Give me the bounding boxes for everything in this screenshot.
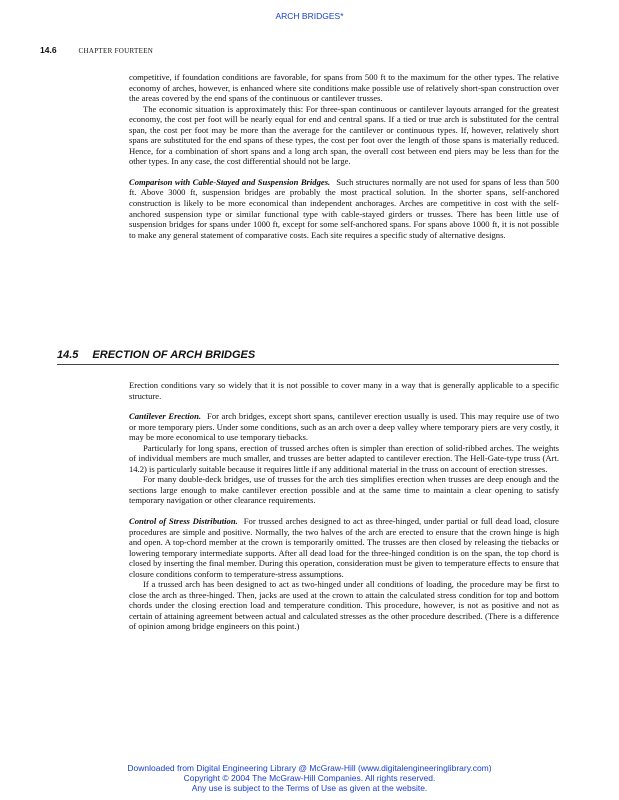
run-in-heading: Control of Stress Distribution. [129, 516, 238, 527]
paragraph [129, 516, 559, 579]
footer-copyright: Copyright © 2004 The McGraw-Hill Companies. All rights reserved. [183, 773, 436, 783]
paragraph: Particularly for long spans, erection of trussed arches often is simpler than erection of solid-ribbed arches. The weights of individual members are much smaller, and trusses are better adapted to cantilever erection. The Hell-Gate-type truss (Art. 14.2) is particularly suitable because it requires little if any additional material in the truss on account of erection stresses. [129, 442, 559, 474]
paragraph-text: Such structures normally are not used for spans of less than 500 ft. Above 3000 ft, suspension bridges are probably the most practical solution. In the shorter spans, self-anchored construction is likely to be more economical than independent anchorages. Arches are competitive in cost with the self-anchored suspension type or similar functional type with cable-stayed girders or trusses. There has been little use of suspension bridges for spans under 1000 ft, except for some self-anchored spans. For spans above 1000 ft, it is not possible to make any general statement of comparative costs. Each site requires a specific study of alternative designs. [129, 176, 559, 240]
run-in-heading: Comparison with Cable-Stayed and Suspension Bridges. [129, 176, 331, 187]
footer-terms-link[interactable]: Any use is subject to the Terms of Use as given at the website. [191, 783, 428, 793]
footer [0, 763, 619, 793]
run-in-heading: Cantilever Erection. [129, 411, 202, 422]
chapter-label: CHAPTER FOURTEEN [78, 47, 154, 55]
paragraph: Erection conditions vary so widely that it is not possible to cover many in a way that is generally applicable to a specific structure. [129, 380, 559, 401]
running-head: ARCH BRIDGES* [275, 11, 344, 21]
page-number: 14.6 [40, 45, 57, 55]
section-title: ERECTION OF ARCH BRIDGES [92, 349, 256, 361]
body-text-block-1 [129, 72, 559, 240]
paragraph: The economic situation is approximately this: For three-span continuous or cantilever layouts arranged for the greatest economy, the cost per foot will be nearly equal for end and central spans. If a tied or true arch is substituted for the central span, the cost per foot may be more than the average for the cantilever or continuous types. If, however, relatively short spans are substituted for the end spans of these types, the cost per foot over the length of those spans is materially reduced. Hence, for a combination of short spans and a long arch span, the overall cost between end piers may be less than for the other types. In any case, the cost differential should not be large. [129, 103, 559, 167]
page-header [40, 45, 153, 55]
section-number: 14.5 [57, 349, 79, 361]
paragraph: For many double-deck bridges, use of trusses for the arch ties simplifies erection when trusses are deep enough and the sections large enough to make cantilever erection possible and at the same time to maintain a clear opening to satisfy temporary navigation or other clearance requirements. [129, 474, 559, 506]
body-text-block-2 [129, 380, 559, 632]
section-heading [57, 349, 559, 365]
paragraph [129, 177, 559, 240]
paragraph-text: For arch bridges, except short spans, cantilever erection usually is used. This may require use of two or more temporary piers. Under some conditions, such as an arch over a deep valley where temporary piers are very costly, it may be more economical to use temporary tiebacks. [129, 411, 559, 443]
paragraph: competitive, if foundation conditions are favorable, for spans from 500 ft to the maximum for the other types. The relative economy of arches, however, is enhanced where site conditions make possible use of relatively short-span construction over the areas covered by the end spans of the continuous or cantilever trusses. [129, 72, 559, 104]
paragraph [129, 411, 559, 443]
footer-download-link[interactable]: Downloaded from Digital Engineering Library @ McGraw-Hill (www.digitalengineeringlibrary.com) [127, 763, 492, 773]
paragraph: If a trussed arch has been designed to act as two-hinged under all conditions of loading, the procedure may be first to close the arch as three-hinged. Then, jacks are used at the crown to attain the calculated stress condition for top and bottom chords under the closing erection load and temperature condition. This procedure, however, is not as positive and not as certain of attaining agreement between actual and calculated stresses as the other procedure described. (There is a difference of opinion among bridge engineers on this point.) [129, 579, 559, 632]
paragraph-text: For trussed arches designed to act as three-hinged, under partial or full dead load, closure procedures are simple and positive. Normally, the two halves of the arch are erected to ensure that the crown hinge is high and open. A top-chord member at the crown is temporarily omitted. The trusses are then closed by releasing the tiebacks or lowering temporary intermediate supports. After all dead load for the three-hinged condition is on the span, the top chord is closed by inserting the final member. During this operation, consideration must be given to temperature effects to ensure that closure conditions conform to temperature-stress assumptions. [129, 516, 559, 579]
